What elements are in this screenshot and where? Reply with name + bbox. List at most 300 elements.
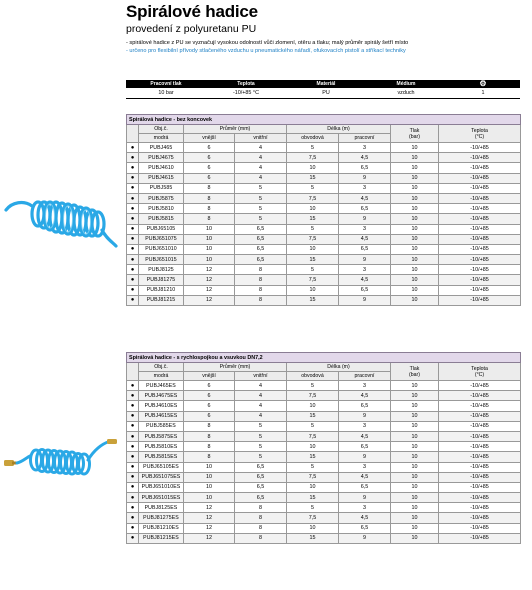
total-length: 15 <box>287 493 339 503</box>
bullet-cell: ● <box>127 472 139 482</box>
inner-diameter: 8 <box>235 295 287 305</box>
table-body <box>127 381 521 544</box>
header-obj: Obj.č. <box>139 363 184 372</box>
inner-diameter: 5 <box>235 204 287 214</box>
inner-diameter: 4 <box>235 381 287 391</box>
product-code: PUBJ4675ES <box>139 391 184 401</box>
temperature: -10/+85 <box>439 295 521 305</box>
working-length: 6,5 <box>339 482 391 492</box>
inner-diameter: 8 <box>235 503 287 513</box>
table-row <box>127 255 521 265</box>
inner-diameter: 8 <box>235 285 287 295</box>
outer-diameter: 12 <box>184 275 235 285</box>
outer-diameter: 12 <box>184 295 235 305</box>
product-code: PUBJ5815 <box>139 214 184 224</box>
description-line-2: - určeno pro flexibilní přívody stlačeného vzduchu u pneumatického nářadí, ofukovacích pistolí a stříkací techniky <box>126 48 406 54</box>
total-length: 10 <box>287 523 339 533</box>
header-vnitrni: vnitřní <box>235 372 287 381</box>
temperature: -10/+85 <box>439 462 521 472</box>
specs-header-pressure: Pracovní tlak <box>126 80 206 88</box>
outer-diameter: 6 <box>184 391 235 401</box>
working-length: 4,5 <box>339 193 391 203</box>
pressure: 10 <box>391 513 439 523</box>
specs-value-gear: 1 <box>446 88 520 98</box>
bullet-cell: ● <box>127 401 139 411</box>
header-blank <box>127 363 139 381</box>
table-row <box>127 533 521 543</box>
total-length: 10 <box>287 401 339 411</box>
temperature: -10/+85 <box>439 255 521 265</box>
temperature: -10/+85 <box>439 472 521 482</box>
product-code: PUBJ8125 <box>139 265 184 275</box>
working-length: 6,5 <box>339 523 391 533</box>
header-delka: Délka (m) <box>287 363 391 372</box>
total-length: 10 <box>287 482 339 492</box>
pressure: 10 <box>391 255 439 265</box>
working-length: 6,5 <box>339 285 391 295</box>
header-teplota <box>439 125 521 143</box>
table-row <box>127 472 521 482</box>
outer-diameter: 12 <box>184 513 235 523</box>
header-tlak <box>391 125 439 143</box>
temperature: -10/+85 <box>439 452 521 462</box>
total-length: 7,5 <box>287 391 339 401</box>
pressure: 10 <box>391 173 439 183</box>
inner-diameter: 6,5 <box>235 482 287 492</box>
header-modra: modrá <box>139 134 184 143</box>
specs-header-temperature: Teplota <box>206 80 286 88</box>
pressure: 10 <box>391 523 439 533</box>
outer-diameter: 10 <box>184 224 235 234</box>
product-table-plain <box>126 114 521 306</box>
total-length: 7,5 <box>287 193 339 203</box>
product-code: PUBJ81210ES <box>139 523 184 533</box>
pressure: 10 <box>391 431 439 441</box>
header-teplota-unit: (°C) <box>474 133 485 140</box>
working-length: 3 <box>339 265 391 275</box>
bullet-cell: ● <box>127 244 139 254</box>
table-row <box>127 401 521 411</box>
working-length: 4,5 <box>339 391 391 401</box>
page-subtitle: provedení z polyuretanu PU <box>126 23 257 35</box>
pressure: 10 <box>391 204 439 214</box>
header-teplota-label: Teplota <box>471 127 488 134</box>
outer-diameter: 6 <box>184 411 235 421</box>
header-prumer: Průměr (mm) <box>184 125 287 134</box>
total-length: 10 <box>287 244 339 254</box>
specs-value-temperature: -10/+85 °C <box>206 88 286 98</box>
temperature: -10/+85 <box>439 401 521 411</box>
bullet-cell: ● <box>127 193 139 203</box>
pressure: 10 <box>391 442 439 452</box>
temperature: -10/+85 <box>439 493 521 503</box>
header-teplota-label: Teplota <box>471 365 488 372</box>
pressure: 10 <box>391 482 439 492</box>
inner-diameter: 6,5 <box>235 255 287 265</box>
product-code: PUBJ465 <box>139 143 184 153</box>
outer-diameter: 10 <box>184 493 235 503</box>
inner-diameter: 4 <box>235 391 287 401</box>
pressure: 10 <box>391 391 439 401</box>
working-length: 4,5 <box>339 431 391 441</box>
inner-diameter: 4 <box>235 411 287 421</box>
specs-value-pressure: 10 bar <box>126 88 206 98</box>
product-code: PUBJ4615ES <box>139 411 184 421</box>
working-length: 4,5 <box>339 275 391 285</box>
table-row <box>127 391 521 401</box>
bullet-cell: ● <box>127 513 139 523</box>
table-row <box>127 204 521 214</box>
outer-diameter: 12 <box>184 285 235 295</box>
total-length: 5 <box>287 462 339 472</box>
working-length: 4,5 <box>339 153 391 163</box>
bullet-cell: ● <box>127 421 139 431</box>
working-length: 3 <box>339 224 391 234</box>
product-code: PUBJ4615 <box>139 173 184 183</box>
table-row <box>127 153 521 163</box>
product-code: PUBJ81275 <box>139 275 184 285</box>
inner-diameter: 6,5 <box>235 462 287 472</box>
inner-diameter: 6,5 <box>235 244 287 254</box>
temperature: -10/+85 <box>439 244 521 254</box>
inner-diameter: 5 <box>235 442 287 452</box>
outer-diameter: 8 <box>184 421 235 431</box>
working-length: 6,5 <box>339 401 391 411</box>
header-vnejsi: vnější <box>184 372 235 381</box>
spiral-hose-with-coupling-icon <box>2 430 120 490</box>
table-body <box>127 143 521 306</box>
outer-diameter: 10 <box>184 234 235 244</box>
working-length: 9 <box>339 173 391 183</box>
working-length: 3 <box>339 421 391 431</box>
inner-diameter: 4 <box>235 143 287 153</box>
product-code: PUBJ5875 <box>139 193 184 203</box>
pressure: 10 <box>391 153 439 163</box>
working-length: 9 <box>339 493 391 503</box>
inner-diameter: 5 <box>235 183 287 193</box>
outer-diameter: 12 <box>184 265 235 275</box>
bullet-cell: ● <box>127 493 139 503</box>
bullet-cell: ● <box>127 173 139 183</box>
product-code: PUBJ4610 <box>139 163 184 173</box>
table-row <box>127 265 521 275</box>
outer-diameter: 10 <box>184 255 235 265</box>
total-length: 10 <box>287 163 339 173</box>
header-blank <box>127 125 139 143</box>
working-length: 6,5 <box>339 442 391 452</box>
table-row <box>127 513 521 523</box>
temperature: -10/+85 <box>439 523 521 533</box>
header-teplota <box>439 363 521 381</box>
pressure: 10 <box>391 234 439 244</box>
header-modra: modrá <box>139 372 184 381</box>
product-code: PUBJ651015ES <box>139 493 184 503</box>
pressure: 10 <box>391 244 439 254</box>
total-length: 15 <box>287 214 339 224</box>
bullet-cell: ● <box>127 452 139 462</box>
product-code: PUBJ4610ES <box>139 401 184 411</box>
gear-icon: ⚙ <box>446 80 520 88</box>
product-code: PUBJ81210 <box>139 285 184 295</box>
inner-diameter: 4 <box>235 173 287 183</box>
outer-diameter: 8 <box>184 431 235 441</box>
total-length: 7,5 <box>287 153 339 163</box>
working-length: 9 <box>339 452 391 462</box>
working-length: 9 <box>339 255 391 265</box>
table-row <box>127 295 521 305</box>
specs-value-medium: vzduch <box>366 88 446 98</box>
outer-diameter: 8 <box>184 193 235 203</box>
bullet-cell: ● <box>127 381 139 391</box>
temperature: -10/+85 <box>439 442 521 452</box>
working-length: 4,5 <box>339 472 391 482</box>
working-length: 6,5 <box>339 204 391 214</box>
total-length: 15 <box>287 452 339 462</box>
table-row <box>127 503 521 513</box>
inner-diameter: 5 <box>235 421 287 431</box>
product-code: PUBJ651015 <box>139 255 184 265</box>
inner-diameter: 4 <box>235 163 287 173</box>
temperature: -10/+85 <box>439 143 521 153</box>
total-length: 15 <box>287 533 339 543</box>
temperature: -10/+85 <box>439 533 521 543</box>
product-code: PUBJ651010ES <box>139 482 184 492</box>
header-pracovni: pracovní <box>339 134 391 143</box>
table-row <box>127 275 521 285</box>
outer-diameter: 6 <box>184 163 235 173</box>
temperature: -10/+85 <box>439 431 521 441</box>
temperature: -10/+85 <box>439 214 521 224</box>
pressure: 10 <box>391 493 439 503</box>
bullet-cell: ● <box>127 143 139 153</box>
outer-diameter: 12 <box>184 533 235 543</box>
bullet-cell: ● <box>127 503 139 513</box>
outer-diameter: 6 <box>184 401 235 411</box>
working-length: 6,5 <box>339 244 391 254</box>
working-length: 3 <box>339 381 391 391</box>
header-pracovni: pracovní <box>339 372 391 381</box>
total-length: 5 <box>287 503 339 513</box>
total-length: 15 <box>287 411 339 421</box>
pressure: 10 <box>391 193 439 203</box>
bullet-cell: ● <box>127 265 139 275</box>
product-code: PUBJ65105ES <box>139 462 184 472</box>
working-length: 3 <box>339 143 391 153</box>
pressure: 10 <box>391 381 439 391</box>
header-delka: Délka (m) <box>287 125 391 134</box>
total-length: 15 <box>287 173 339 183</box>
header-obj: Obj.č. <box>139 125 184 134</box>
outer-diameter: 12 <box>184 523 235 533</box>
bullet-cell: ● <box>127 255 139 265</box>
outer-diameter: 8 <box>184 183 235 193</box>
total-length: 5 <box>287 183 339 193</box>
pressure: 10 <box>391 224 439 234</box>
temperature: -10/+85 <box>439 265 521 275</box>
product-code: PUBJ585 <box>139 183 184 193</box>
outer-diameter: 10 <box>184 482 235 492</box>
inner-diameter: 5 <box>235 452 287 462</box>
product-code: PUBJ4675 <box>139 153 184 163</box>
specs-table <box>126 80 520 99</box>
specs-header-medium: Médium <box>366 80 446 88</box>
pressure: 10 <box>391 295 439 305</box>
inner-diameter: 6,5 <box>235 493 287 503</box>
outer-diameter: 8 <box>184 204 235 214</box>
pressure: 10 <box>391 411 439 421</box>
outer-diameter: 12 <box>184 503 235 513</box>
bullet-cell: ● <box>127 163 139 173</box>
header-tlak <box>391 363 439 381</box>
table-row <box>127 183 521 193</box>
working-length: 4,5 <box>339 234 391 244</box>
bullet-cell: ● <box>127 482 139 492</box>
total-length: 15 <box>287 255 339 265</box>
temperature: -10/+85 <box>439 163 521 173</box>
inner-diameter: 6,5 <box>235 224 287 234</box>
product-code: PUBJ5810 <box>139 204 184 214</box>
total-length: 10 <box>287 442 339 452</box>
temperature: -10/+85 <box>439 183 521 193</box>
header-vnejsi: vnější <box>184 134 235 143</box>
pressure: 10 <box>391 143 439 153</box>
bullet-cell: ● <box>127 183 139 193</box>
bullet-cell: ● <box>127 391 139 401</box>
working-length: 9 <box>339 214 391 224</box>
pressure: 10 <box>391 401 439 411</box>
bullet-cell: ● <box>127 285 139 295</box>
temperature: -10/+85 <box>439 391 521 401</box>
total-length: 7,5 <box>287 472 339 482</box>
header-tlak-unit: (bar) <box>409 371 420 378</box>
working-length: 9 <box>339 295 391 305</box>
pressure: 10 <box>391 163 439 173</box>
header-teplota-unit: (°C) <box>474 371 485 378</box>
working-length: 9 <box>339 533 391 543</box>
total-length: 10 <box>287 285 339 295</box>
outer-diameter: 8 <box>184 452 235 462</box>
temperature: -10/+85 <box>439 482 521 492</box>
pressure: 10 <box>391 503 439 513</box>
working-length: 4,5 <box>339 513 391 523</box>
table-row <box>127 234 521 244</box>
outer-diameter: 10 <box>184 462 235 472</box>
inner-diameter: 8 <box>235 265 287 275</box>
outer-diameter: 10 <box>184 472 235 482</box>
section-title: Spirálová hadice - bez koncovek <box>127 115 521 125</box>
header-obvodova: obvodová <box>287 134 339 143</box>
inner-diameter: 6,5 <box>235 472 287 482</box>
table-row <box>127 482 521 492</box>
table-row <box>127 244 521 254</box>
product-code: PUBJ8125ES <box>139 503 184 513</box>
outer-diameter: 8 <box>184 214 235 224</box>
pressure: 10 <box>391 472 439 482</box>
bullet-cell: ● <box>127 295 139 305</box>
product-code: PUBJ585ES <box>139 421 184 431</box>
bullet-cell: ● <box>127 442 139 452</box>
table-row <box>127 421 521 431</box>
working-length: 6,5 <box>339 163 391 173</box>
bullet-cell: ● <box>127 204 139 214</box>
working-length: 3 <box>339 183 391 193</box>
table-row <box>127 462 521 472</box>
pressure: 10 <box>391 533 439 543</box>
temperature: -10/+85 <box>439 193 521 203</box>
total-length: 7,5 <box>287 513 339 523</box>
total-length: 5 <box>287 381 339 391</box>
header-tlak-label: Tlak <box>409 127 420 134</box>
table-row <box>127 381 521 391</box>
table-row <box>127 143 521 153</box>
temperature: -10/+85 <box>439 285 521 295</box>
table-row <box>127 193 521 203</box>
temperature: -10/+85 <box>439 234 521 244</box>
product-code: PUBJ465ES <box>139 381 184 391</box>
working-length: 3 <box>339 462 391 472</box>
table-row <box>127 163 521 173</box>
header-obvodova: obvodová <box>287 372 339 381</box>
product-table-coupling <box>126 352 521 544</box>
product-code: PUBJ651075ES <box>139 472 184 482</box>
outer-diameter: 6 <box>184 381 235 391</box>
inner-diameter: 5 <box>235 193 287 203</box>
pressure: 10 <box>391 183 439 193</box>
temperature: -10/+85 <box>439 421 521 431</box>
temperature: -10/+85 <box>439 275 521 285</box>
pressure: 10 <box>391 452 439 462</box>
inner-diameter: 8 <box>235 513 287 523</box>
description-line-1: - spirálové hadice z PU se vyznačují vysokou odolností vůči zlomení, otěru a tlaku; malý průměr spirály šetří místo <box>126 40 409 46</box>
temperature: -10/+85 <box>439 224 521 234</box>
table-row <box>127 493 521 503</box>
total-length: 5 <box>287 224 339 234</box>
total-length: 5 <box>287 265 339 275</box>
bullet-cell: ● <box>127 533 139 543</box>
table-row <box>127 173 521 183</box>
temperature: -10/+85 <box>439 381 521 391</box>
header-prumer: Průměr (mm) <box>184 363 287 372</box>
outer-diameter: 6 <box>184 173 235 183</box>
bullet-cell: ● <box>127 431 139 441</box>
inner-diameter: 4 <box>235 401 287 411</box>
pressure: 10 <box>391 214 439 224</box>
table-row <box>127 411 521 421</box>
outer-diameter: 6 <box>184 143 235 153</box>
bullet-cell: ● <box>127 214 139 224</box>
temperature: -10/+85 <box>439 204 521 214</box>
outer-diameter: 6 <box>184 153 235 163</box>
table-row <box>127 214 521 224</box>
table-row <box>127 452 521 462</box>
inner-diameter: 8 <box>235 533 287 543</box>
temperature: -10/+85 <box>439 173 521 183</box>
product-code: PUBJ5875ES <box>139 431 184 441</box>
working-length: 9 <box>339 411 391 421</box>
product-code: PUBJ65105 <box>139 224 184 234</box>
inner-diameter: 4 <box>235 153 287 163</box>
working-length: 3 <box>339 503 391 513</box>
inner-diameter: 8 <box>235 523 287 533</box>
page-title: Spirálové hadice <box>126 2 258 21</box>
bullet-cell: ● <box>127 153 139 163</box>
total-length: 7,5 <box>287 275 339 285</box>
specs-header-material: Materiál <box>286 80 366 88</box>
product-code: PUBJ5815ES <box>139 452 184 462</box>
temperature: -10/+85 <box>439 503 521 513</box>
table-row <box>127 442 521 452</box>
bullet-cell: ● <box>127 462 139 472</box>
